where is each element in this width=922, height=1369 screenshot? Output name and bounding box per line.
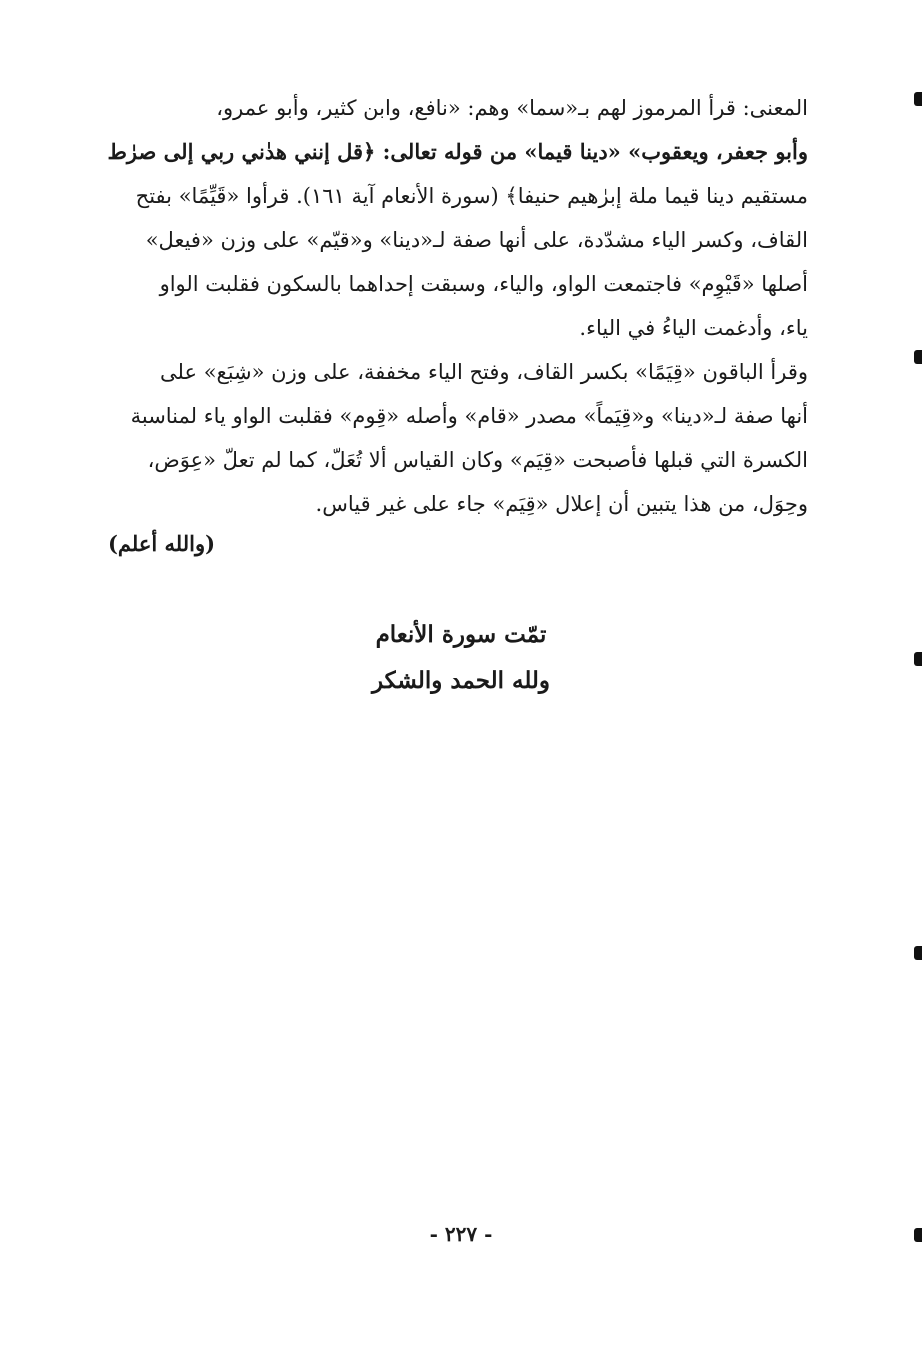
edge-tab-mark bbox=[914, 1228, 922, 1242]
ending-line-2: ولله الحمد والشكر bbox=[371, 667, 551, 694]
paragraph-line: الكسرة التي قبلها فأصبحت «قِيَم» وكان القياس ألا تُعَلّ، كما لم تعلّ «عِوَض، bbox=[147, 448, 808, 472]
paragraph-line: ياء، وأدغمت الياءُ في الياء. bbox=[579, 316, 808, 340]
paragraph-others bbox=[108, 350, 808, 526]
paragraph-line: القاف، وكسر الياء مشدّدة، على أنها صفة لـ«دينا» و«قيّم» على وزن «فيعل» bbox=[145, 228, 808, 252]
paragraph-line: وحِوَل، من هذا يتبين أن إعلال «قِيَم» جاء على غير قياس. bbox=[315, 492, 808, 516]
paragraph-meaning bbox=[108, 86, 808, 350]
surah-ending bbox=[0, 612, 922, 704]
edge-tab-mark bbox=[914, 652, 922, 666]
paragraph-line: مستقيم دينا قيما ملة إبرٰهيم حنيفا﴾ (سورة الأنعام آية ١٦١). قرأوا «قَيِّمًا» بفتح bbox=[135, 184, 808, 208]
closing-note: (والله أعلم) bbox=[108, 531, 216, 556]
edge-tab-mark bbox=[914, 946, 922, 960]
paragraph-line: وأبو جعفر، ويعقوب» «دينا قيما» من قوله تعالى: ﴿قل إنني هدٰني ربي إلى صرٰط bbox=[108, 139, 808, 164]
paragraph-line: وقرأ الباقون «قِيَمًا» بكسر القاف، وفتح الياء مخففة، على وزن «شِبَع» على bbox=[160, 360, 808, 384]
paragraph-line: أنها صفة لـ«دينا» و«قِيَماً» مصدر «قام» وأصله «قِوم» فقلبت الواو ياء لمناسبة bbox=[130, 404, 808, 428]
paragraph-line: أصلها «قَيْوِم» فاجتمعت الواو، والياء، وسبقت إحداهما بالسكون فقلبت الواو bbox=[159, 272, 808, 296]
page-number: - ٢٢٧ - bbox=[429, 1222, 493, 1246]
edge-tab-mark bbox=[914, 350, 922, 364]
paragraph-line: المعنى: قرأ المرموز لهم بـ«سما» وهم: «نافع، وابن كثير، وأبو عمرو، bbox=[216, 96, 808, 120]
edge-tab-mark bbox=[914, 92, 922, 106]
ending-line-1: تمّت سورة الأنعام bbox=[375, 621, 547, 648]
